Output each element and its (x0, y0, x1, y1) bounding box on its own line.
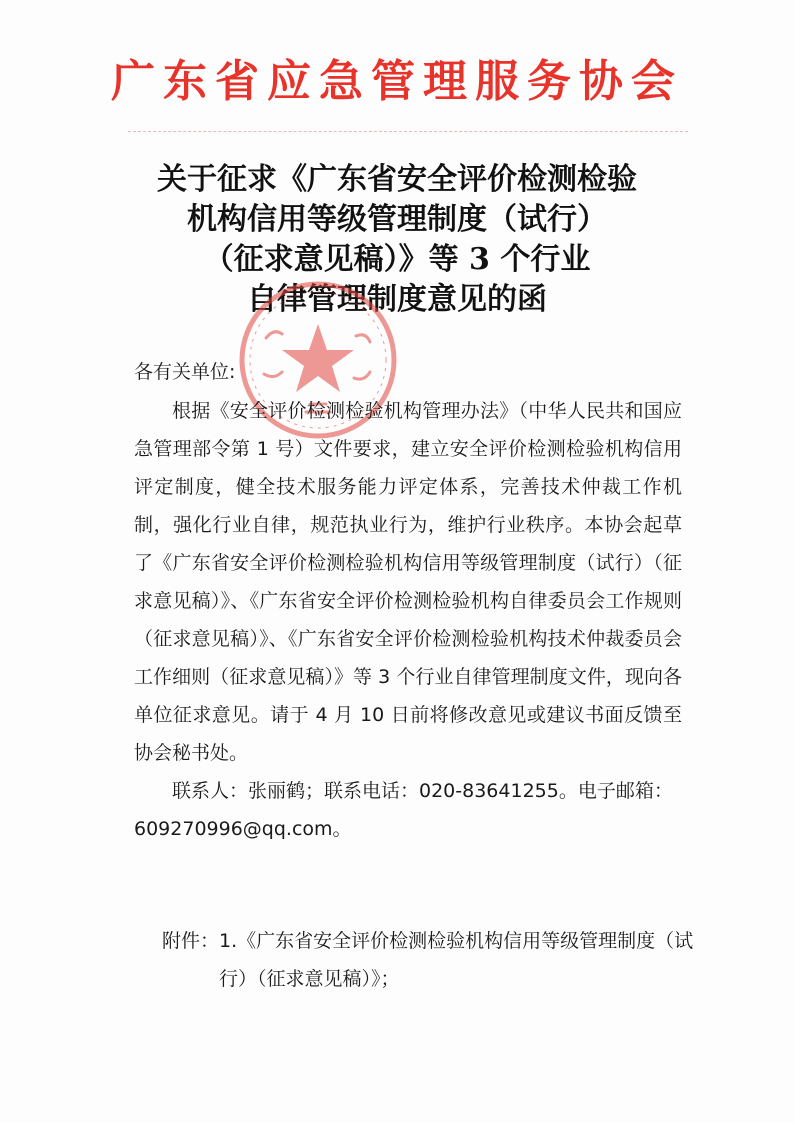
organization-header: 广东省应急管理服务协会 (111, 56, 683, 107)
title-line-3: （征求意见稿）》等 3 个行业 (203, 242, 591, 277)
attachment-item-1: 1.《广东省安全评价检测检验机构信用等级管理制度（试行）（征求意见稿）》； (219, 930, 694, 990)
title-line-1: 关于征求《广东省安全评价检测检验 (157, 162, 637, 197)
title-line-2: 机构信用等级管理制度（试行） (187, 202, 607, 237)
attachments (134, 922, 694, 998)
contact-info: 联系人：张丽鹤；联系电话：020-83641255。电子邮箱：609270996@qq.com。 (134, 780, 673, 840)
header-divider (128, 131, 688, 132)
attachment-row (134, 922, 694, 998)
main-paragraph: 根据《安全评价检测检验机构管理办法》（中华人民共和国应急管理部令第 1 号）文件要求，建立安全评价检测检验机构信用评定制度，健全技术服务能力评定体系，完善技术仲裁工作机制，强化行业自律，规范执业行为，维护行业秩序。本协会起草了《广东省安全评价检测检验机构信用等级管理制度（试行）（征求意见稿）》、《广东省安全评价检测检验机构自律委员会工作规则（征求意见稿）》、《广东省安全评价检测检验机构技术仲裁委员会工作细则（征求意见稿）》等 3 个行业自律管理制度文件，现向各单位征求意见。请于 4 月 10 日前将修改意见或建议书面反馈至协会秘书处。 (134, 400, 682, 764)
title-line-4: 自律管理制度意见的函 (247, 282, 547, 317)
attachment-label: 附件： (162, 930, 220, 952)
letter-body (134, 352, 682, 848)
salutation: 各有关单位: (134, 361, 236, 383)
